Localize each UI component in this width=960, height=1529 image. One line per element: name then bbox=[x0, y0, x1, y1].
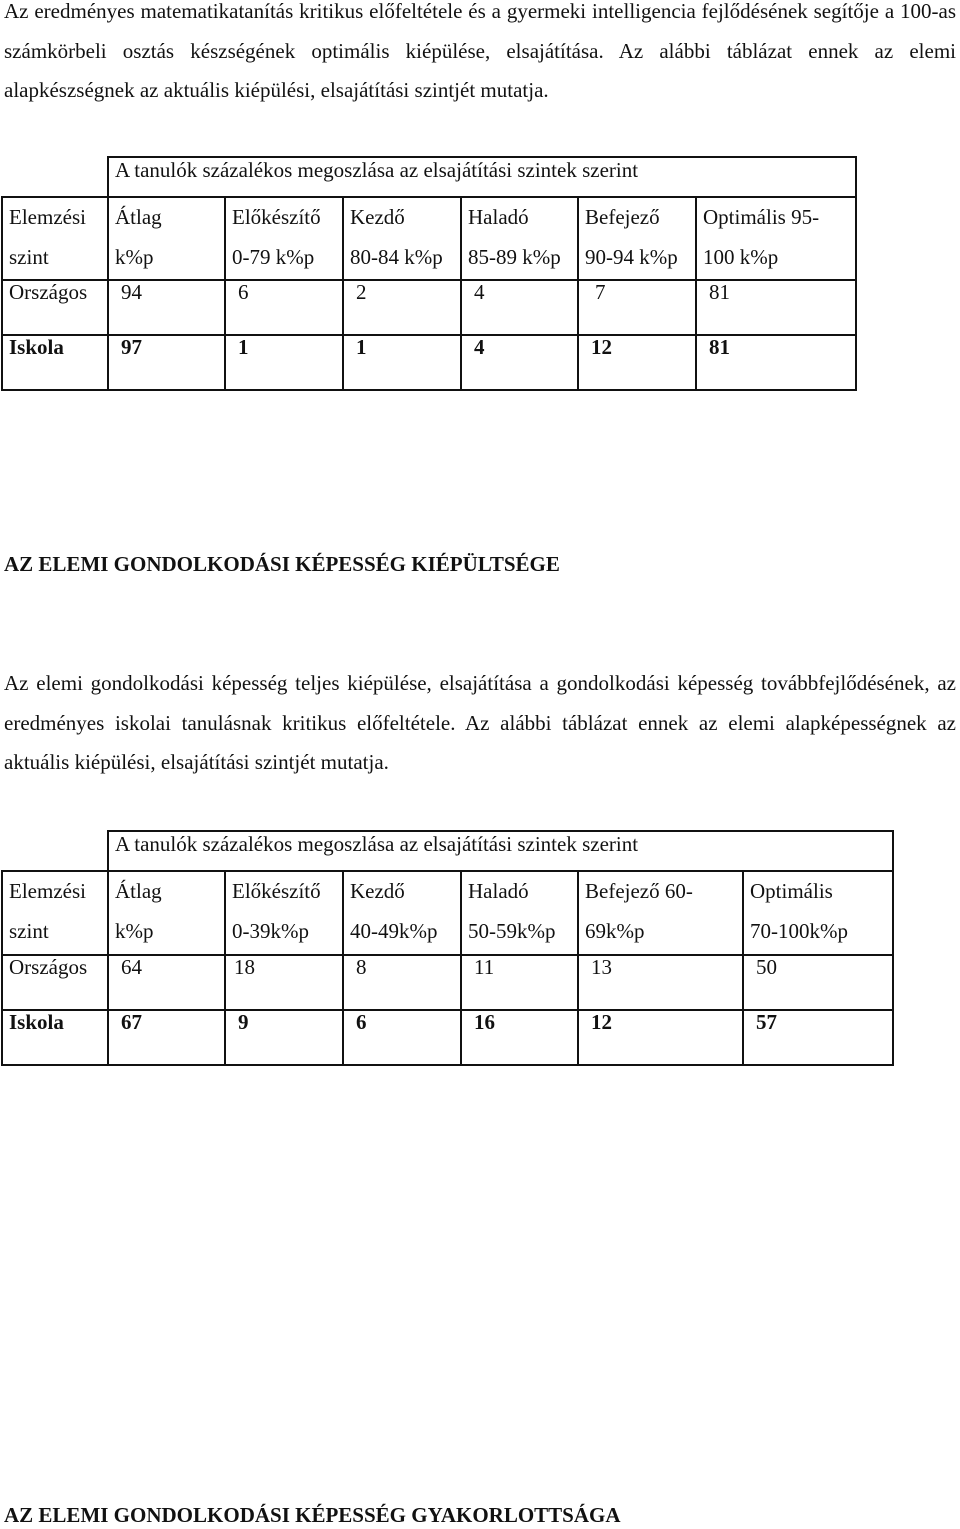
header-beginner: Kezdő 40-49k%p bbox=[343, 871, 461, 955]
cell-beginner: 2 bbox=[343, 280, 461, 335]
cell-average: 94 bbox=[108, 280, 225, 335]
header-level: Elemzési szint bbox=[2, 197, 108, 280]
header-optimal: Optimális 95- 100 k%p bbox=[696, 197, 856, 280]
cell-optimal: 57 bbox=[743, 1010, 893, 1065]
cell-optimal: 50 bbox=[743, 955, 893, 1010]
section-heading: AZ ELEMI GONDOLKODÁSI KÉPESSÉG GYAKORLOTTSÁGA bbox=[4, 1503, 621, 1527]
cell-advanced: 11 bbox=[461, 955, 578, 1010]
cell-finishing: 12 bbox=[578, 1010, 743, 1065]
header-advanced: Haladó 85-89 k%p bbox=[461, 197, 578, 280]
cell-optimal: 81 bbox=[696, 335, 856, 390]
results-table-division bbox=[1, 156, 857, 391]
row-label: Iskola bbox=[2, 335, 108, 390]
row-label: Országos bbox=[2, 280, 108, 335]
cell-finishing: 7 bbox=[578, 280, 696, 335]
table-row bbox=[2, 280, 856, 335]
header-advanced: Haladó 50-59k%p bbox=[461, 871, 578, 955]
cell-beginner: 1 bbox=[343, 335, 461, 390]
cell-advanced: 4 bbox=[461, 280, 578, 335]
row-label: Iskola bbox=[2, 1010, 108, 1065]
table-row bbox=[2, 955, 893, 1010]
section-heading: AZ ELEMI GONDOLKODÁSI KÉPESSÉG KIÉPÜLTSÉGE bbox=[4, 552, 560, 576]
cell-average: 67 bbox=[108, 1010, 225, 1065]
cell-average: 97 bbox=[108, 335, 225, 390]
cell-preparatory: 18 bbox=[225, 955, 343, 1010]
header-beginner: Kezdő 80-84 k%p bbox=[343, 197, 461, 280]
cell-preparatory: 9 bbox=[225, 1010, 343, 1065]
table-corner bbox=[2, 831, 108, 871]
header-preparatory: Előkészítő 0-39k%p bbox=[225, 871, 343, 955]
intro-paragraph: Az eredményes matematikatanítás kritikus előfeltétele és a gyermeki intelligencia fejlődésének segítője a 100-as számkörbeli osztás készségének optimális kiépülése, elsajátítása. Az alábbi táblázat ennek az elemi alapkészségnek az aktuális kiépülési, elsajátítási szintjét mutatja. bbox=[4, 0, 956, 102]
table-row bbox=[2, 335, 856, 390]
table-row bbox=[2, 1010, 893, 1065]
cell-optimal: 81 bbox=[696, 280, 856, 335]
cell-advanced: 4 bbox=[461, 335, 578, 390]
row-label: Országos bbox=[2, 955, 108, 1010]
header-average: Átlag k%p bbox=[108, 197, 225, 280]
results-table-thinking bbox=[1, 830, 894, 1066]
header-finishing: Befejező 60- 69k%p bbox=[578, 871, 743, 955]
cell-advanced: 16 bbox=[461, 1010, 578, 1065]
table-caption: A tanulók százalékos megoszlása az elsajátítási szintek szerint bbox=[108, 157, 856, 197]
cell-preparatory: 6 bbox=[225, 280, 343, 335]
table-corner bbox=[2, 157, 108, 197]
header-preparatory: Előkészítő 0-79 k%p bbox=[225, 197, 343, 280]
cell-beginner: 8 bbox=[343, 955, 461, 1010]
cell-preparatory: 1 bbox=[225, 335, 343, 390]
table-caption: A tanulók százalékos megoszlása az elsajátítási szintek szerint bbox=[108, 831, 893, 871]
cell-finishing: 13 bbox=[578, 955, 743, 1010]
cell-finishing: 12 bbox=[578, 335, 696, 390]
cell-average: 64 bbox=[108, 955, 225, 1010]
header-finishing: Befejező 90-94 k%p bbox=[578, 197, 696, 280]
section-paragraph: Az elemi gondolkodási képesség teljes kiépülése, elsajátítása a gondolkodási képesség továbbfejlődésének, az eredményes iskolai tanulásnak kritikus előfeltétele. Az alábbi táblázat ennek az elemi alapképességnek az aktuális kiépülési, elsajátítási szintjét mutatja. bbox=[4, 671, 956, 774]
header-average: Átlag k%p bbox=[108, 871, 225, 955]
cell-beginner: 6 bbox=[343, 1010, 461, 1065]
header-level: Elemzési szint bbox=[2, 871, 108, 955]
header-optimal: Optimális 70-100k%p bbox=[743, 871, 893, 955]
